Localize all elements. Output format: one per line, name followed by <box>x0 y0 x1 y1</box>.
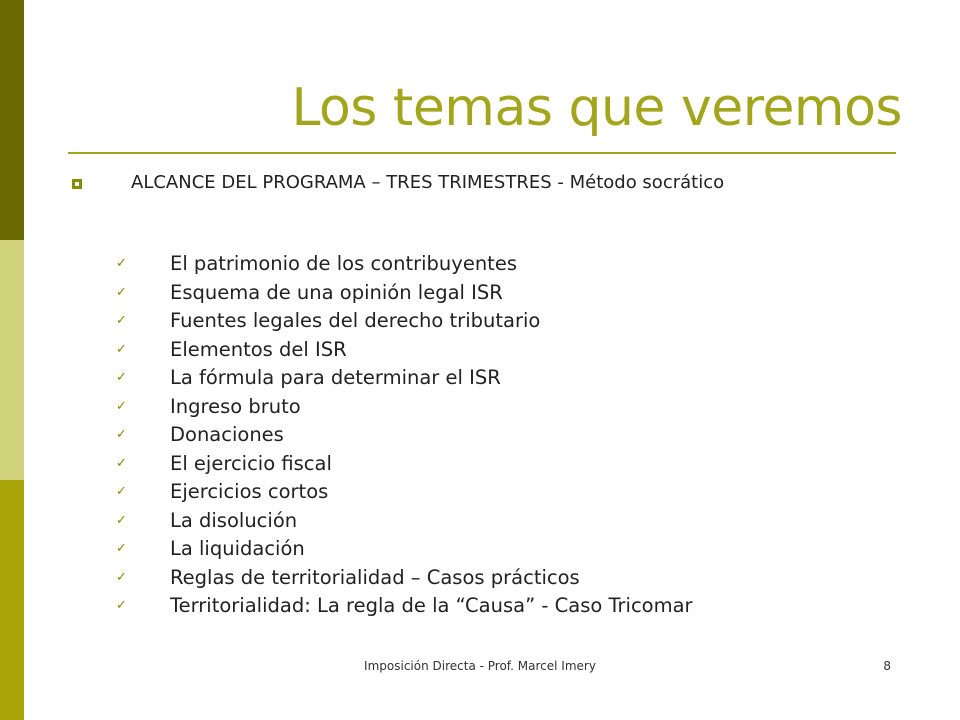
checkmark-icon: ✓ <box>116 256 127 271</box>
side-bar-segment-dark <box>0 0 24 240</box>
checkmark-icon: ✓ <box>116 427 127 442</box>
checkmark-icon: ✓ <box>116 313 127 328</box>
topic-label: Fuentes legales del derecho tributario <box>170 309 541 332</box>
checkmark-icon: ✓ <box>116 341 127 357</box>
topic-label: Elementos del ISR <box>170 337 347 361</box>
checkmark-icon: ✓ <box>116 284 127 300</box>
topic-label: La liquidación <box>170 537 305 560</box>
topic-label: La fórmula para determinar el ISR <box>170 366 501 389</box>
checkmark-icon: ✓ <box>116 598 127 613</box>
topic-label: La disolución <box>170 508 298 532</box>
topic-label: Reglas de territorialidad – Casos prácticos <box>170 565 580 589</box>
side-bar-segment-light <box>0 240 24 480</box>
slide-footer: Imposición Directa - Prof. Marcel Imery <box>364 659 596 673</box>
side-decoration-bar <box>0 0 24 720</box>
topic-label: Esquema de una opinión legal ISR <box>170 280 503 304</box>
page-number: 8 <box>883 659 891 673</box>
topic-label: Ejercicios cortos <box>170 480 329 503</box>
topic-label: El patrimonio de los contribuyentes <box>170 252 517 275</box>
checkmark-icon: ✓ <box>116 398 127 414</box>
checkmark-icon: ✓ <box>116 569 127 585</box>
checkmark-icon: ✓ <box>116 484 127 499</box>
checkmark-icon: ✓ <box>116 455 127 471</box>
checkmark-icon: ✓ <box>116 512 127 528</box>
side-bar-segment-mid <box>0 480 24 720</box>
checkmark-icon: ✓ <box>116 541 127 556</box>
topic-label: Donaciones <box>170 423 284 446</box>
main-bullet-text: ALCANCE DEL PROGRAMA – TRES TRIMESTRES - Método socrático <box>131 172 725 193</box>
topic-label: El ejercicio fiscal <box>170 451 332 475</box>
slide-title: Los temas que veremos <box>291 78 902 138</box>
topic-label: Territorialidad: La regla de la “Causa” - Caso Tricomar <box>170 594 693 617</box>
title-underline <box>68 152 896 154</box>
topic-label: Ingreso bruto <box>170 394 301 418</box>
square-bullet-icon <box>72 179 82 189</box>
checkmark-icon: ✓ <box>116 370 127 385</box>
